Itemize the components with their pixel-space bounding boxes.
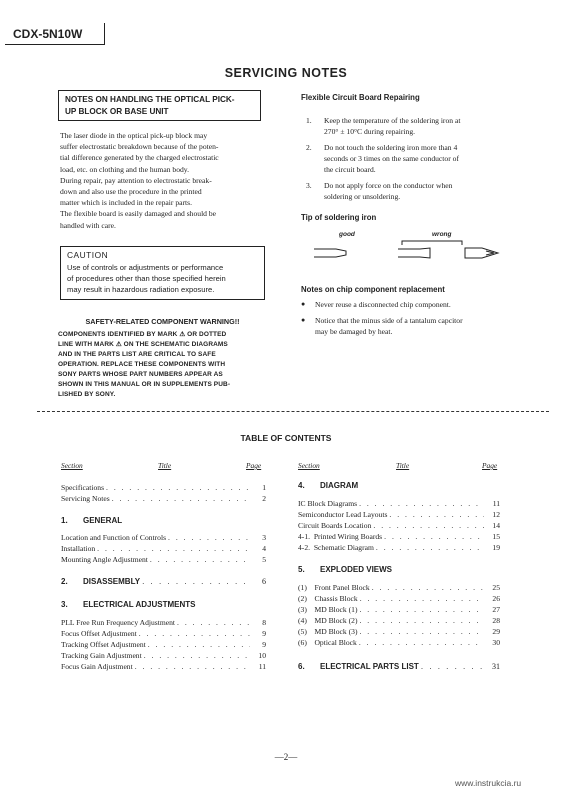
toc-entry-label: (2) Chassis Block bbox=[298, 594, 358, 603]
watermark: www.instrukcia.ru bbox=[455, 778, 522, 788]
text-line: suffer electrostatic breakdown because of the poten- bbox=[60, 142, 219, 152]
toc-entry-label: 4-1. Printed Wiring Boards bbox=[298, 532, 383, 541]
section-number: 2. bbox=[61, 577, 68, 586]
warning-line: LISHED BY SONY. bbox=[58, 391, 116, 398]
model-label: CDX-5N10W bbox=[5, 23, 105, 45]
text-line: down and also use the procedure in the printed bbox=[60, 187, 202, 197]
toc-entry-page: 27 bbox=[492, 605, 500, 614]
text-line: Notice that the minus side of a tantalum capcitor bbox=[315, 316, 463, 325]
tip-good-label: good bbox=[339, 231, 355, 238]
flex-heading: Flexible Circuit Board Repairing bbox=[301, 93, 420, 102]
caution-line: Use of controls or adjustments or performance bbox=[67, 263, 224, 272]
toc-entry-label: 4-2. Schematic Diagram bbox=[298, 543, 374, 552]
safety-warning bbox=[58, 330, 268, 400]
toc-entry-label: Focus Offset Adjustment bbox=[61, 629, 137, 638]
toc-entry-label: PLL Free Run Frequency Adjustment bbox=[61, 618, 176, 627]
text-line: The laser diode in the optical pick-up block may bbox=[60, 131, 208, 140]
toc-col-page: Page bbox=[246, 461, 262, 470]
optical-paragraph bbox=[60, 130, 265, 231]
section-title: DIAGRAM bbox=[320, 481, 359, 490]
warning-line: LINE WITH MARK ⚠ ON THE SCHEMATIC DIAGRAMS bbox=[58, 341, 228, 348]
toc-entry-label: (6) Optical Block bbox=[298, 638, 357, 647]
toc-entry[interactable] bbox=[298, 509, 500, 520]
toc-entry-label: Specifications bbox=[61, 483, 105, 492]
toc-entry-label: Focus Gain Adjustment bbox=[61, 662, 133, 671]
toc-entry[interactable] bbox=[298, 520, 500, 531]
toc-entry-page: 14 bbox=[492, 521, 500, 530]
warning-line: OPERATION. REPLACE THESE COMPONENTS WITH bbox=[58, 361, 226, 368]
page-title: SERVICING NOTES bbox=[224, 66, 348, 80]
toc-col-title: Title bbox=[158, 461, 172, 470]
toc-section-heading[interactable] bbox=[61, 600, 195, 609]
bullet-icon: ● bbox=[301, 316, 306, 324]
toc-entry-page: 10 bbox=[258, 651, 266, 660]
good-tip-icon bbox=[314, 249, 346, 257]
flex-item bbox=[306, 115, 536, 137]
section-title: GENERAL bbox=[83, 516, 123, 525]
toc-section-heading[interactable] bbox=[61, 576, 266, 587]
caution-line: of procedures other than those specified herein bbox=[67, 274, 226, 283]
bullet-icon: ● bbox=[301, 300, 306, 308]
flex-item-number: 1. bbox=[306, 116, 312, 125]
optical-heading-box bbox=[58, 90, 261, 121]
toc-entry[interactable] bbox=[61, 482, 266, 493]
text-line: Do not apply force on the conductor when bbox=[324, 181, 453, 190]
toc-entry[interactable] bbox=[298, 593, 500, 604]
section-number: 6. bbox=[298, 662, 305, 671]
text-line: load, etc. on clothing and the human body. bbox=[60, 164, 189, 174]
text-line: the circuit board. bbox=[324, 165, 376, 174]
toc-title: TABLE OF CONTENTS bbox=[240, 433, 332, 443]
section-number: 3. bbox=[61, 600, 68, 609]
tip-heading: Tip of soldering iron bbox=[301, 213, 377, 222]
toc-entry[interactable] bbox=[61, 554, 266, 565]
toc-entry-page: 6 bbox=[262, 577, 266, 586]
toc-entry-page: 11 bbox=[492, 499, 500, 508]
toc-entry-page: 9 bbox=[262, 629, 266, 638]
toc-entry-page: 25 bbox=[492, 583, 500, 592]
toc-col-page: Page bbox=[482, 461, 498, 470]
caution-box bbox=[60, 246, 265, 300]
flex-item bbox=[306, 142, 536, 175]
text-line: handled with care. bbox=[60, 220, 116, 230]
toc-section-heading[interactable] bbox=[298, 481, 358, 490]
text-line: soldering or unsoldering. bbox=[324, 192, 401, 201]
toc-entry-page: 8 bbox=[262, 618, 266, 627]
toc-entry-page: 26 bbox=[492, 594, 500, 603]
toc-entry-page: 2 bbox=[262, 494, 266, 503]
text-line: Never reuse a disconnected chip component. bbox=[315, 300, 451, 309]
toc-entry-label: (5) MD Block (3) bbox=[298, 627, 358, 636]
flex-item-number: 3. bbox=[306, 181, 312, 190]
optical-heading-line: UP BLOCK OR BASE UNIT bbox=[65, 107, 169, 116]
toc-section-heading[interactable] bbox=[298, 565, 392, 574]
section-number: 4. bbox=[298, 481, 305, 490]
text-line: may be damaged by heat. bbox=[315, 327, 393, 336]
toc-entry[interactable] bbox=[298, 626, 500, 637]
soldering-tip-diagram bbox=[310, 238, 525, 268]
toc-entry[interactable] bbox=[298, 498, 500, 509]
toc-entry[interactable] bbox=[298, 542, 500, 553]
text-line: matter which is included in the repair parts. bbox=[60, 198, 193, 208]
toc-entry-label: Circuit Boards Location bbox=[298, 521, 372, 530]
toc-entry-page: 12 bbox=[492, 510, 500, 519]
toc-entry-label: Tracking Offset Adjustment bbox=[61, 640, 146, 649]
flex-item-number: 2. bbox=[306, 143, 312, 152]
toc-entry-page: 28 bbox=[492, 616, 500, 625]
text-line: 270° ± 10°C during repairing. bbox=[324, 127, 416, 136]
wrong-tip-icon bbox=[398, 248, 430, 258]
section-title: ELECTRICAL PARTS LIST bbox=[320, 662, 419, 671]
toc-entry[interactable] bbox=[298, 582, 500, 593]
toc-entry-page: 29 bbox=[492, 627, 500, 636]
toc-entry[interactable] bbox=[61, 493, 266, 504]
toc-entry[interactable] bbox=[61, 617, 266, 628]
toc-entry-label: Tracking Gain Adjustment bbox=[61, 651, 142, 660]
toc-col-section: Section bbox=[298, 461, 320, 470]
chip-bullet bbox=[301, 315, 541, 337]
toc-entry-page: 4 bbox=[262, 544, 266, 553]
toc-entry-page: 5 bbox=[262, 555, 266, 564]
caution-heading: CAUTION bbox=[67, 250, 109, 260]
caution-line: may result in hazardous radiation exposure. bbox=[67, 285, 215, 294]
toc-col-title: Title bbox=[396, 461, 410, 470]
toc-entry[interactable] bbox=[61, 628, 266, 639]
section-number: 5. bbox=[298, 565, 305, 574]
text-line: Keep the temperature of the soldering iron at bbox=[324, 116, 461, 125]
toc-entry-label: (1) Front Panel Block bbox=[298, 583, 370, 592]
text-line: During repair, pay attention to electrostatic break- bbox=[60, 175, 212, 185]
page-number: —2— bbox=[274, 752, 298, 762]
toc-entry[interactable] bbox=[61, 639, 266, 650]
toc-entry-page: 3 bbox=[262, 533, 266, 542]
toc-entry-label: Servicing Notes bbox=[61, 494, 110, 503]
optical-heading-line: NOTES ON HANDLING THE OPTICAL PICK- bbox=[65, 95, 235, 104]
toc-entry-label: Mounting Angle Adjustment bbox=[61, 555, 148, 564]
toc-entry[interactable] bbox=[298, 604, 500, 615]
toc-entry-label: Installation bbox=[61, 544, 96, 553]
toc-entry-page: 19 bbox=[492, 543, 500, 552]
toc-entry[interactable] bbox=[298, 531, 500, 542]
toc-entry-label: IC Block Diagrams bbox=[298, 499, 358, 508]
text-line: The flexible board is easily damaged and should be bbox=[60, 209, 217, 219]
warning-line: AND IN THE PARTS LIST ARE CRITICAL TO SAFE bbox=[58, 351, 216, 358]
safety-heading: SAFETY-RELATED COMPONENT WARNING!! bbox=[85, 317, 240, 326]
toc-entry-page: 9 bbox=[262, 640, 266, 649]
toc-entry-page: 30 bbox=[492, 638, 500, 647]
flex-item bbox=[306, 180, 536, 202]
toc-entry-page: 1 bbox=[262, 483, 266, 492]
toc-entry-page: 11 bbox=[258, 662, 266, 671]
toc-section-heading[interactable] bbox=[61, 516, 122, 525]
text-line: Do not touch the soldering iron more than 4 bbox=[324, 143, 458, 152]
toc-section-heading[interactable] bbox=[298, 661, 500, 672]
tip-wrong-label: wrong bbox=[432, 231, 452, 238]
chip-heading: Notes on chip component replacement bbox=[301, 285, 445, 294]
toc-entry[interactable] bbox=[61, 543, 266, 554]
chip-bullet bbox=[301, 299, 541, 310]
toc-entry[interactable] bbox=[61, 661, 266, 672]
section-title: EXPLODED VIEWS bbox=[320, 565, 393, 574]
section-divider bbox=[37, 411, 549, 412]
section-number: 1. bbox=[61, 516, 68, 525]
text-line: tial difference generated by the charged electrostatic bbox=[60, 153, 219, 163]
toc-col-section: Section bbox=[61, 461, 83, 470]
toc-entry-label: (3) MD Block (1) bbox=[298, 605, 358, 614]
toc-entry[interactable] bbox=[61, 532, 266, 543]
warning-line: SONY PARTS WHOSE PART NUMBERS APPEAR AS bbox=[58, 371, 223, 378]
toc-entry-label: Semiconductor Lead Layouts bbox=[298, 510, 388, 519]
toc-entry-page: 31 bbox=[492, 662, 500, 671]
toc-entry-page: 15 bbox=[492, 532, 500, 541]
toc-entry[interactable] bbox=[298, 637, 500, 648]
section-title: DISASSEMBLY bbox=[83, 577, 141, 586]
warning-line: SHOWN IN THIS MANUAL OR IN SUPPLEMENTS PUB- bbox=[58, 381, 231, 388]
toc-entry[interactable] bbox=[61, 650, 266, 661]
text-line: seconds or 3 times on the same conductor of bbox=[324, 154, 459, 163]
warning-line: COMPONENTS IDENTIFIED BY MARK ⚠ OR DOTTED bbox=[58, 331, 227, 338]
toc-entry[interactable] bbox=[298, 615, 500, 626]
section-title: ELECTRICAL ADJUSTMENTS bbox=[83, 600, 196, 609]
toc-entry-label: (4) MD Block (2) bbox=[298, 616, 358, 625]
toc-entry-label: Location and Function of Controls bbox=[61, 533, 167, 542]
